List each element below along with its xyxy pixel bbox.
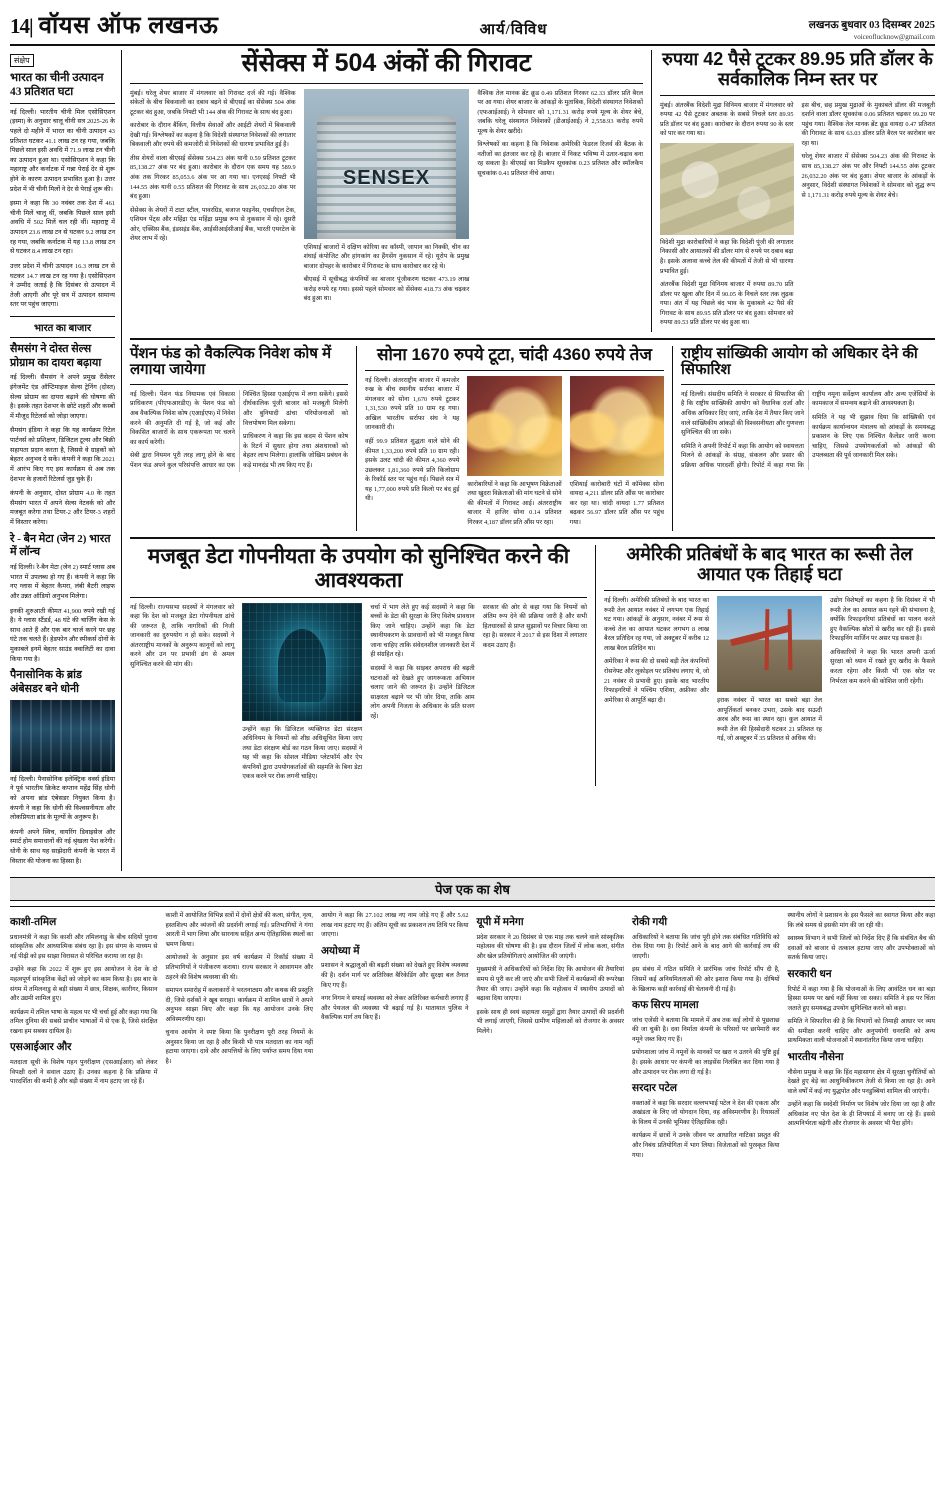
photo-sensex bbox=[304, 89, 470, 239]
jump-para: इस संबंध में गठित समिति ने प्रारंभिक जांच रिपोर्ट सौंप दी है, जिसमें कई अनियमितताओं की ओर इशारा किया गया है। दोषियों के खिलाफ कड़ी कार्रवाई की चेतावनी दी गई है। bbox=[632, 966, 780, 993]
rail-para: नई दिल्ली। रे-बैन मेटा (जेन 2) स्मार्ट ग्लास अब भारत में उपलब्ध हो गए हैं। कंपनी ने कहा कि नए ग्लास में बेहतर कैमरा, लंबी बैटरी लाइफ और उन्नत ऑडियो अनुभव मिलेगा। bbox=[10, 564, 115, 600]
rupee-para: घरेलू शेयर बाजार में सेंसेक्स 504.23 अंक की गिरावट के साथ 85,138.27 अंक पर और निफ्टी 144.55 अंक टूटकर 26,032.20 अंक पर बंद हुआ। शेयर बाजार के आंकड़ों के अनुसार, विदेशी संस्थागत निवेशकों ने सोमवार को शुद्ध रूप से 1,171.31 करोड़ रुपये मूल्य के शेयर बेचे। bbox=[801, 153, 935, 199]
jump-para: समापन समारोह में कलाकारों ने भरतनाट्यम और कथक की प्रस्तुति दी, जिसे दर्शकों ने खूब सराहा। कार्यक्रम में शामिल छात्रों ने अपने अनुभव साझा किए और कहा कि यह आयोजन उनके लिए अविस्मरणीय रहा। bbox=[165, 987, 313, 1023]
rail-kicker: संक्षेप bbox=[10, 54, 34, 67]
paper-name: वॉयस ऑफ लखनऊ bbox=[38, 12, 219, 39]
pension-para: सेबी द्वारा नियमन पूरी तरह लागू होने के बाद पेंशन फंड अपने कुल परिसंपत्ति आधार का एक निश्चित हिस्सा एआईएफ में लगा सकेंगे। इससे दीर्घकालिक पूंजी बाजार को मजबूती मिलेगी और बुनियादी ढांचा परियोजनाओं को वित्तपोषण मिल सकेगा। bbox=[130, 390, 348, 469]
jump-para: आयोजकों के अनुसार इस वर्ष कार्यक्रम में रिकॉर्ड संख्या में प्रतिभागियों ने पंजीकरण कराया। राज्य सरकार ने आवागमन और ठहरने की विशेष व्यवस्था की थी। bbox=[165, 954, 313, 981]
rail-para: इस्मा ने कहा कि 30 नवंबर तक देश में 461 चीनी मिलें चालू थीं, जबकि पिछले साल इसी अवधि में 502 मिलें चल रही थीं। महाराष्ट्र में उत्पादन 23.6 लाख टन से घटकर 9.2 लाख टन रह गया, जबकि कर्नाटक में यह 13.8 लाख टन से घटकर 8.4 लाख टन रहा। bbox=[10, 200, 115, 256]
gold-headline: सोना 1670 रुपये टूटा, चांदी 4360 रुपये तेज bbox=[377, 344, 652, 364]
main-content bbox=[122, 50, 935, 871]
rail-headline-4: रे - बैन मेटा (जेन 2) भारत में लॉन्च bbox=[10, 532, 111, 559]
statcomm-story bbox=[681, 346, 935, 532]
jump-para: मतदाता सूची के विशेष गहन पुनरीक्षण (एसआईआर) को लेकर विपक्षी दलों ने सवाल उठाए हैं। उनका कहना है कि प्रक्रिया में पारदर्शिता की कमी है और बड़ी संख्या में नाम हटाए जा रहे हैं। bbox=[10, 1058, 158, 1086]
jump-head: काशी-तमिल bbox=[10, 917, 57, 929]
jump-para: इसके साथ ही स्वयं सहायता समूहों द्वारा तैयार उत्पादों की प्रदर्शनी भी लगाई जाएगी, जिससे ग्रामीण महिलाओं को रोजगार के अवसर मिलेंगे। bbox=[476, 1008, 624, 1035]
section-title: आर्य/विविध bbox=[479, 22, 548, 38]
oil-para: नई दिल्ली। अमेरिकी प्रतिबंधों के बाद भारत का रूसी तेल आयात नवंबर में लगभग एक तिहाई घट गया। आंकड़ों के अनुसार, नवंबर में रूस से कच्चे तेल का आयात घटकर लगभग 8 लाख बैरल प्रतिदिन रह गया, जो अक्टूबर में करीब 12 लाख बैरल प्रतिदिन था। bbox=[604, 597, 709, 652]
rail-headline-2: भारत का बाजार bbox=[10, 316, 115, 338]
oil-para: अमेरिका ने रूस की दो सबसे बड़ी तेल कंपनियों रोसनेफ्ट और लुकोइल पर प्रतिबंध लगाए थे, जो 21 नवंबर से प्रभावी हुए। इसके बाद भारतीय रिफाइनरियों ने पश्चिम एशिया, अफ्रीका और अमेरिका से आपूर्ति बढ़ा दी। bbox=[604, 658, 709, 704]
jump-head: कफ सिरप मामला bbox=[632, 1000, 699, 1012]
jump-head: सरदार पटेल bbox=[632, 1083, 677, 1095]
jump-para: अधिकारियों ने बताया कि जांच पूरी होने तक संबंधित गतिविधि को रोक दिया गया है। रिपोर्ट आने के बाद आगे की कार्रवाई तय की जाएगी। bbox=[632, 933, 780, 960]
rupee-headline: रुपया 42 पैसे टूटकर 89.95 प्रति डॉलर के सर्वकालिक निम्न स्तर पर bbox=[662, 49, 933, 89]
jump-column bbox=[632, 911, 780, 1164]
lead-para: वैश्विक तेल मानक ब्रेंट क्रूड 0.49 प्रतिशत गिरकर 62.33 डॉलर प्रति बैरल पर आ गया। शेयर बाजार के आंकड़ों के मुताबिक, विदेशी संस्थागत निवेशकों (एफआईआई) ने सोमवार को 1,171.31 करोड़ रुपये मूल्य के शेयर बेचे, जबकि घरेलू संस्थागत निवेशकों (डीआईआई) ने 2,558.93 करोड़ रुपये मूल्य के शेयर खरीदे। bbox=[477, 89, 643, 135]
jump-para: प्रधानमंत्री ने कहा कि काशी और तमिलनाडु के बीच सदियों पुराना सांस्कृतिक और आध्यात्मिक संबंध रहा है। इस संगम के माध्यम से नई पीढ़ी को इस साझा विरासत से परिचित कराया जा रहा है। bbox=[10, 933, 158, 960]
pension-para: प्राधिकरण ने कहा कि इस कदम से पेंशन कोष के रिटर्न में सुधार होगा तथा अंशधारकों को बेहतर लाभ मिलेगा। हालांकि जोखिम प्रबंधन के कड़े मानदंड भी तय किए गए हैं। bbox=[243, 433, 348, 469]
jump-head: एसआईआर और bbox=[10, 1042, 72, 1054]
rupee-story bbox=[651, 50, 935, 332]
jump-para: उन्होंने कहा कि स्वदेशी निर्माण पर विशेष जोर दिया जा रहा है और अधिकांश नए पोत देश के ही शिपयार्ड में बनाए जा रहे हैं। इससे आत्मनिर्भरता बढ़ेगी और रोजगार के अवसर भी पैदा होंगे। bbox=[787, 1101, 935, 1128]
gold-para: कारोबारियों ने कहा कि आभूषण विक्रेताओं तथा खुदरा विक्रेताओं की मांग घटने से सोने की कीमतों में गिरावट आई। अंतरराष्ट्रीय बाजार में हाजिर सोना 0.14 प्रतिशत गिरकर 4,187 डॉलर प्रति औंस पर रहा। bbox=[467, 480, 562, 526]
pension-story bbox=[130, 346, 348, 532]
rail-para: नई दिल्ली। पैनासोनिक इलेक्ट्रिक वर्क्स इंडिया ने पूर्व भारतीय क्रिकेट कप्तान महेंद्र सिंह धोनी को अपना ब्रांड एंबेसडर नियुक्त किया है। कंपनी ने कहा कि धोनी की विश्वसनीयता और लोकप्रियता ब्रांड के मूल्यों के अनुरूप है। bbox=[10, 775, 115, 822]
photo-currency bbox=[660, 143, 794, 235]
jump-para: कार्यक्रम में तमिल भाषा के महत्व पर भी चर्चा हुई और कहा गया कि तमिल दुनिया की सबसे प्राचीन भाषाओं में से एक है, जिसे संरक्षित रखना हम सबका दायित्व है। bbox=[10, 1008, 158, 1035]
rupee-para: इस बीच, छह प्रमुख मुद्राओं के मुकाबले डॉलर की मजबूती दर्शाने वाला डॉलर सूचकांक 0.06 प्रतिशत चढ़कर 99.20 पर पहुंच गया। वैश्विक तेल मानक ब्रेंट क्रूड वायदा 0.47 प्रतिशत की गिरावट के साथ 63.03 डॉलर प्रति बैरल पर कारोबार कर रहा था। bbox=[801, 101, 935, 147]
pension-para: नई दिल्ली। पेंशन फंड नियामक एवं विकास प्राधिकरण (पीएफआरडीए) के पेंशन फंड को अब वैकल्पिक निवेश कोष (एआईएफ) में निवेश करने की अनुमति दी गई है, जो कई और विकसित बाजारों के साथ एकरूपता पर चलने का कार्य करेगी। bbox=[130, 390, 235, 446]
rail-headline-5: पैनासोनिक के ब्रांड अंबेसडर बने धोनी bbox=[10, 669, 82, 695]
photo-gold-ornaments bbox=[570, 376, 664, 476]
lead-story bbox=[130, 50, 643, 332]
photo-cybersecurity bbox=[242, 603, 362, 721]
jump-head: सरकारी धन bbox=[787, 968, 832, 980]
jump-column bbox=[321, 911, 469, 1164]
oil-para: इराक नवंबर में भारत का सबसे बड़ा तेल आपूर्तिकर्ता बनकर उभरा, उसके बाद सऊदी अरब और रूस का स्थान रहा। कुल आयात में रूसी तेल की हिस्सेदारी घटकर 21 प्रतिशत रह गई, जो अक्टूबर में 35 प्रतिशत से अधिक थी। bbox=[717, 697, 822, 743]
masthead-right bbox=[809, 20, 935, 41]
lead-para: मुंबई। घरेलू शेयर बाजार में मंगलवार को गिरावट दर्ज की गई। वैश्विक संकेतों के बीच बिकवाली का दबाव बढ़ने से बीएसई का सेंसेक्स 504 अंक टूटकर बंद हुआ, जबकि निफ्टी भी 144 अंक की गिरावट के साथ बंद हुआ। bbox=[130, 89, 296, 116]
masthead-left bbox=[10, 8, 218, 41]
rail-para: सैमसंग इंडिया ने कहा कि यह कार्यक्रम रिटेल पार्टनर्स को प्रशिक्षण, डिजिटल टूल्स और बिक्री सहायता प्रदान करता है, जिससे वे ग्राहकों को बेहतर अनुभव दे सकें। कंपनी ने कहा कि 2021 में आरंभ किए गए इस कार्यक्रम से अब तक देशभर के हजारों रिटेलर्स जुड़ चुके हैं। bbox=[10, 427, 115, 483]
jump-para: समिति ने सिफारिश की है कि विभागों को तिमाही आधार पर व्यय की समीक्षा करनी चाहिए और अनुपयोगी धनराशि को अन्य प्राथमिकता वाली योजनाओं में स्थानांतरित किया जाना चाहिए। bbox=[787, 1018, 935, 1045]
jump-para: मुख्यमंत्री ने अधिकारियों को निर्देश दिए कि आयोजन की तैयारियां समय से पूरी कर ली जाएं और सभी जिलों में कार्यक्रमों की रूपरेखा तैयार की जाए। उन्होंने कहा कि महोत्सव में स्थानीय उत्पादों को बढ़ावा दिया जाएगा। bbox=[476, 966, 624, 1003]
jump-head: यूपी में मनेगा bbox=[476, 917, 524, 929]
jump-para: स्वास्थ्य विभाग ने सभी जिलों को निर्देश दिए हैं कि संबंधित बैच की दवाओं को बाजार से तत्काल हटाया जाए और उपभोक्ताओं को सतर्क किया जाए। bbox=[787, 935, 935, 962]
rupee-para: विदेशी मुद्रा कारोबारियों ने कहा कि विदेशी पूंजी की लगातार निकासी और आयातकों की डॉलर मांग से रुपये पर दबाव बढ़ा है। इसके अलावा कच्चे तेल की कीमतों में तेजी से भी धारणा प्रभावित हुई। bbox=[660, 238, 794, 275]
jump-para: चुनाव आयोग ने स्पष्ट किया कि पुनरीक्षण पूरी तरह नियमों के अनुसार किया जा रहा है और किसी भी पात्र मतदाता का नाम नहीं हटाया जाएगा। दावे और आपत्तियों के लिए पर्याप्त समय दिया गया है। bbox=[165, 1029, 313, 1066]
jump-para: नगर निगम ने सफाई व्यवस्था को लेकर अतिरिक्त कर्मचारी लगाए हैं और पेयजल की व्यवस्था भी बढ़ाई गई है। यातायात पुलिस ने वैकल्पिक मार्ग तय किए हैं। bbox=[321, 995, 469, 1022]
rupee-para: अंतरबैंक विदेशी मुद्रा विनिमय बाजार में रुपया 89.70 प्रति डॉलर पर खुला और दिन में 90.05 के निचले स्तर तक लुढ़क गया। अंत में यह पिछले बंद भाव के मुकाबले 42 पैसे की गिरावट के साथ 89.95 प्रति डॉलर पर बंद हुआ। सोमवार को रुपया 89.53 प्रति डॉलर पर बंद हुआ था। bbox=[660, 281, 794, 327]
jump-para: रिपोर्ट में कहा गया है कि योजनाओं के लिए आवंटित धन का बड़ा हिस्सा समय पर खर्च नहीं किया जा सका। समिति ने इस पर चिंता जताते हुए समयबद्ध उपयोग सुनिश्चित करने को कहा। bbox=[787, 985, 935, 1012]
rupee-para: मुंबई। अंतरबैंक विदेशी मुद्रा विनिमय बाजार में मंगलवार को रुपया 42 पैसे टूटकर अबतक के सबसे निचले स्तर 89.95 प्रति डॉलर पर बंद हुआ। कारोबार के दौरान रुपया 90 के स्तर को पार कर गया था। bbox=[660, 101, 794, 138]
oil-para: उद्योग विशेषज्ञों का कहना है कि दिसंबर में भी रूसी तेल का आयात कम रहने की संभावना है, क्योंकि रिफाइनरियां प्रतिबंधों का पालन करते हुए वैकल्पिक स्रोतों से खरीद कर रही हैं। इससे रिफाइनिंग मार्जिन पर असर पड़ सकता है। bbox=[830, 597, 935, 643]
jump-para: प्रयोगशाला जांच में नमूनों के मानकों पर खरा न उतरने की पुष्टि हुई है। इसके आधार पर कंपनी का लाइसेंस निलंबित कर दिया गया है और उत्पादन पर रोक लगा दी गई है। bbox=[632, 1049, 780, 1076]
lead-para: एशियाई बाजारों में दक्षिण कोरिया का कॉस्पी, जापान का निक्की, चीन का शंघाई कंपोजिट और हांगकांग का हैंगसेंग नुकसान में रहे। यूरोप के प्रमुख बाजार दोपहर के कारोबार में गिरावट के साथ कारोबार कर रहे थे। bbox=[303, 243, 470, 270]
rail-para: कंपनी अपने स्विच, वायरिंग डिवाइसेज और स्मार्ट होम समाधानों की नई श्रृंखला पेश करेगी। धोनी के साथ यह साझेदारी कंपनी के भारत में विस्तार की योजना का हिस्सा है। bbox=[10, 828, 115, 865]
statcomm-para: समिति ने अपनी रिपोर्ट में कहा कि आयोग को स्वायत्तता मिलने से आंकड़ों के संग्रह, संकलन और प्रसार की प्रक्रिया अधिक पारदर्शी होगी। रिपोर्ट में कहा गया कि राष्ट्रीय नमूना सर्वेक्षण कार्यालय और अन्य एजेंसियों के कामकाज में समन्वय बढ़ाने की आवश्यकता है। bbox=[681, 390, 935, 469]
jump-column bbox=[10, 911, 158, 1164]
lead-para: कारोबार के दौरान बैंकिंग, वित्तीय सेवाओं और आईटी शेयरों में बिकवाली देखी गई। विश्लेषकों का कहना है कि विदेशी संस्थागत निवेशकों की लगातार बिकवाली और रुपये की कमजोरी से निवेशकों की धारणा प्रभावित हुई है। bbox=[130, 122, 296, 149]
photo-panasonic bbox=[10, 700, 115, 772]
statcomm-para: समिति ने यह भी सुझाव दिया कि सांख्यिकी एवं कार्यक्रम कार्यान्वयन मंत्रालय को आंकड़ों के समयबद्ध प्रकाशन के लिए एक निश्चित कैलेंडर जारी करना चाहिए, जिससे उपयोगकर्ताओं को आंकड़ों की उपलब्धता की पूर्व जानकारी मिल सके। bbox=[812, 414, 935, 460]
jump-head: भारतीय नौसेना bbox=[787, 1051, 844, 1063]
sensex-photo-label: SENSEX bbox=[342, 166, 431, 189]
email-address: voiceoflucknow@gmail.com bbox=[853, 32, 935, 41]
jump-para: जांच एजेंसी ने बताया कि मामले में अब तक कई लोगों से पूछताछ की जा चुकी है। दवा निर्माता कंपनी के परिसरों पर छापेमारी कर नमूने जब्त किए गए हैं। bbox=[632, 1016, 780, 1043]
gold-para: एशियाई कारोबारी घंटों में कॉमेक्स सोना वायदा 4,211 डॉलर प्रति औंस पर कारोबार कर रहा था। चांदी वायदा 1.77 प्रतिशत बढ़कर 56.97 डॉलर प्रति औंस पर पहुंच गया। bbox=[569, 480, 664, 526]
privacy-para: सदस्यों ने कहा कि साइबर अपराध की बढ़ती घटनाओं को देखते हुए जागरूकता अभियान चलाए जाने की जरूरत है। उन्होंने डिजिटल साक्षरता बढ़ाने पर भी जोर दिया, ताकि आम लोग अपनी निजता के अधिकार के प्रति सजग रहें। bbox=[370, 664, 475, 720]
jump-para: कार्यक्रम में छात्रों ने उनके जीवन पर आधारित नाटिका प्रस्तुत की और निबंध प्रतियोगिता में भाग लिया। विजेताओं को पुरस्कृत किया गया। bbox=[632, 1132, 780, 1159]
statcomm-headline: राष्ट्रीय सांख्यिकी आयोग को अधिकार देने की सिफारिश bbox=[681, 344, 918, 379]
lead-para: विश्लेषकों का कहना है कि निवेशक अमेरिकी फेडरल रिजर्व की बैठक के नतीजों का इंतजार कर रहे हैं। बाजार में निकट भविष्य में उतार-चढ़ाव बना रह सकता है। बीएसई का मिडकैप सूचकांक 0.23 प्रतिशत और स्मॉलकैप सूचकांक 0.41 प्रतिशत नीचे आया। bbox=[477, 141, 643, 177]
jump-para: प्रशासन ने श्रद्धालुओं की बढ़ती संख्या को देखते हुए विशेष व्यवस्था की है। दर्शन मार्ग पर अतिरिक्त बैरिकेडिंग और सुरक्षा बल तैनात किए गए हैं। bbox=[321, 962, 469, 989]
rail-para: नई दिल्ली। भारतीय चीनी मिल एसोसिएशन (इस्मा) के अनुसार चालू चीनी सत्र 2025-26 के पहले दो महीने में भारत का चीनी उत्पादन 43 प्रतिशत घटकर 41.1 लाख टन रह गया, जबकि पिछले साल इसी अवधि में 71.9 लाख टन चीनी का उत्पादन हुआ था। एसोसिएशन ने कहा कि महाराष्ट्र और कर्नाटक में गन्ना पेराई देर से शुरू होने के कारण उत्पादन प्रभावित हुआ है। उत्तर प्रदेश में भी चीनी मिलों ने देर से पेराई शुरू की। bbox=[10, 108, 115, 193]
photo-oil-rig bbox=[717, 596, 822, 692]
rail-headline-1: भारत का चीनी उत्पादन 43 प्रतिशत घटा bbox=[10, 71, 115, 104]
gold-para: नई दिल्ली। अंतरराष्ट्रीय बाजार में कमजोर रुख के बीच स्थानीय सर्राफा बाजार में मंगलवार को सोना 1,670 रुपये टूटकर 1,31,530 रुपये प्रति 10 ग्राम रह गया। अखिल भारतीय सर्राफा संघ ने यह जानकारी दी। bbox=[365, 376, 460, 432]
privacy-para: नई दिल्ली। राज्यसभा सदस्यों ने मंगलवार को कहा कि देश को मजबूत डेटा गोपनीयता ढांचे की जरूरत है, ताकि नागरिकों की निजी जानकारी का दुरुपयोग न हो सके। सदस्यों ने अंतरराष्ट्रीय मानकों के अनुरूप कानूनों को लागू करने और उन पर प्रभावी ढंग से अमल सुनिश्चित करने की मांग की। bbox=[130, 603, 235, 668]
jump-column bbox=[166, 911, 314, 1164]
oil-story bbox=[595, 545, 935, 786]
jump-head: अयोध्या में bbox=[321, 945, 360, 957]
gold-story bbox=[356, 346, 673, 532]
jump-column bbox=[788, 911, 936, 1164]
date-line: लखनऊ बुधवार 03 दिसम्बर 2025 bbox=[808, 20, 935, 32]
rail-para: इनकी शुरुआती कीमत 41,900 रुपये रखी गई है। ये ग्लास स्टैंडर्ड, 48 घंटे की चार्जिंग केस के साथ आते हैं और एक बार चार्ज करने पर छह घंटे तक चलते हैं। हेडफोन और स्पीकर्स दोनों के मुकाबले इनमें बेहतर साउंड क्वालिटी का दावा किया गया है। bbox=[10, 607, 115, 663]
lead-headline: सेंसेक्स में 504 अंकों की गिरावट bbox=[241, 49, 532, 77]
statcomm-para: नई दिल्ली। संसदीय समिति ने सरकार से सिफारिश की है कि राष्ट्रीय सांख्यिकी आयोग को वैधानिक दर्जा और अधिक अधिकार दिए जाएं, ताकि देश में तैयार किए जाने वाले सांख्यिकीय आंकड़ों की विश्वसनीयता और गुणवत्ता सुनिश्चित की जा सके। bbox=[681, 390, 804, 437]
gold-para: वहीं 99.9 प्रतिशत शुद्धता वाले सोने की कीमत 1,33,200 रुपये प्रति 10 ग्राम रही। इसके उलट चांदी की कीमत 4,360 रुपये उछलकर 1,81,360 रुपये प्रति किलोग्राम के रिकॉर्ड स्तर पर पहुंच गई। पिछले सत्र में यह 1,77,000 रुपये प्रति किलो पर बंद हुई थी। bbox=[365, 437, 460, 503]
jump-columns bbox=[10, 906, 935, 1164]
page-number: 14| bbox=[10, 14, 33, 38]
jump-para: नौसेना प्रमुख ने कहा कि हिंद महासागर क्षेत्र में सुरक्षा चुनौतियों को देखते हुए बेड़े का आधुनिकीकरण तेजी से किया जा रहा है। आने वाले वर्षों में कई नए युद्धपोत और पनडुब्बियां शामिल की जाएंगी। bbox=[787, 1068, 935, 1095]
left-rail bbox=[10, 50, 122, 871]
photo-jewellery bbox=[467, 376, 561, 476]
oil-headline: अमेरिकी प्रतिबंधों के बाद भारत का रूसी तेल आयात एक तिहाई घटा bbox=[626, 544, 913, 585]
jump-para: स्थानीय लोगों ने प्रशासन के इस फैसले का स्वागत किया और कहा कि लंबे समय से इसकी मांग की जा रही थी। bbox=[787, 912, 935, 929]
privacy-story bbox=[130, 545, 587, 786]
lead-para: बीएसई में सूचीबद्ध कंपनियों का बाजार पूंजीकरण घटकर 473.19 लाख करोड़ रुपये रह गया। इससे पहले सोमवार को सेंसेक्स 418.73 अंक चढ़कर बंद हुआ था। bbox=[303, 276, 470, 303]
oil-para: अधिकारियों ने कहा कि भारत अपनी ऊर्जा सुरक्षा को ध्यान में रखते हुए खरीद के फैसले करता रहेगा और किसी भी एक स्रोत पर निर्भरता कम करने की कोशिश जारी रहेगी। bbox=[830, 648, 935, 685]
privacy-headline: मजबूत डेटा गोपनीयता के उपयोग को सुनिश्चित करने की आवश्यकता bbox=[147, 545, 570, 592]
jump-head: रोकी गयी bbox=[632, 917, 668, 929]
rail-headline-3: सैमसंग ने दोस्त सेल्स प्रोग्राम का दायरा बढ़ाया bbox=[10, 342, 102, 369]
privacy-para: चर्चा में भाग लेते हुए कई सदस्यों ने कहा कि बच्चों के डेटा की सुरक्षा के लिए विशेष प्रावधान किए जाने चाहिए। उन्होंने कहा कि डेटा स्थानीयकरण के प्रावधानों को भी मजबूत किया जाना चाहिए ताकि संवेदनशील जानकारी देश में ही संग्रहित रहे। bbox=[370, 603, 475, 659]
jump-para: काशी में आयोजित विभिन्न सत्रों में दोनों क्षेत्रों की कला, संगीत, नृत्य, हस्तशिल्प और व्यंजनों की प्रदर्शनी लगाई गई। प्रतिभागियों ने गंगा आरती में भाग लिया और सारनाथ सहित अन्य ऐतिहासिक स्थलों का भ्रमण किया। bbox=[165, 912, 313, 948]
pension-headline: पेंशन फंड को वैकल्पिक निवेश कोष में लगाया जायेगा bbox=[130, 344, 332, 379]
jump-para: आयोग ने कहा कि 27.102 लाख नए नाम जोड़े गए हैं और 5.62 लाख नाम हटाए गए हैं। अंतिम सूची का प्रकाशन तय तिथि पर किया जाएगा। bbox=[321, 912, 469, 939]
jump-para: प्रदेश सरकार ने 20 दिसंबर से एक माह तक चलने वाले सांस्कृतिक महोत्सव की घोषणा की है। इस दौरान जिलों में लोक कला, संगीत और खेल प्रतियोगिताएं आयोजित की जाएंगी। bbox=[476, 933, 624, 960]
rail-para: उत्तर प्रदेश में चीनी उत्पादन 16.3 लाख टन से घटकर 14.7 लाख टन रह गया है। एसोसिएशन ने उम्मीद जताई है कि दिसंबर से उत्पादन में तेजी आएगी और पूरे सत्र में उत्पादन सामान्य स्तर पर पहुंच जाएगा। bbox=[10, 262, 115, 309]
rail-para: कंपनी के अनुसार, दोस्त प्रोग्राम 4.0 के तहत सैमसंग भारत में अपने सेल्स नेटवर्क को और मजबूत करेगा तथा टियर-2 और टियर-3 शहरों में विस्तार करेगा। bbox=[10, 490, 115, 526]
rail-para: नई दिल्ली। सैमसंग ने अपने प्रमुख रीसेलर इंगेजमेंट एंड ऑप्टिमाइज सेल्स ट्रेनिंग (दोस्त) सेल्स प्रोग्राम का दायरा बढ़ाने की घोषणा की है। इसके तहत देशभर के छोटे शहरों और कस्बों में मौजूद रिटेलर्स को जोड़ा जाएगा। bbox=[10, 374, 115, 420]
privacy-para: सरकार की ओर से कहा गया कि नियमों को अंतिम रूप देने की प्रक्रिया जारी है और सभी हितधारकों से प्राप्त सुझावों पर विचार किया जा रहा है। सरकार ने 2017 से इस दिशा में लगातार कदम उठाए हैं। bbox=[482, 603, 587, 649]
masthead bbox=[10, 8, 935, 46]
lead-para: तीस शेयरों वाला बीएसई सेंसेक्स 504.23 अंक यानी 0.59 प्रतिशत टूटकर 85,138.27 अंक पर बंद हुआ। कारोबार के दौरान एक समय यह 589.9 अंक तक गिरकर 85,053.6 अंक पर आ गया था। एनएसई निफ्टी भी 144.55 अंक यानी 0.55 प्रतिशत की गिरावट के साथ 26,032.20 अंक पर बंद हुआ। bbox=[130, 154, 296, 201]
jump-para: वक्ताओं ने कहा कि सरदार वल्लभभाई पटेल ने देश की एकता और अखंडता के लिए जो योगदान दिया, वह अविस्मरणीय है। रियासतों के विलय में उनकी भूमिका ऐतिहासिक रही। bbox=[632, 1099, 780, 1126]
privacy-para: उन्होंने कहा कि डिजिटल व्यक्तिगत डेटा संरक्षण अधिनियम के नियमों को शीघ्र अधिसूचित किया जाए तथा डेटा संरक्षण बोर्ड का गठन किया जाए। सदस्यों ने यह भी कहा कि सोशल मीडिया प्लेटफॉर्म और ऐप कंपनियों द्वारा उपयोगकर्ताओं की सहमति के बिना डेटा एकत्र करने पर रोक लगनी चाहिए। bbox=[242, 725, 363, 781]
lead-para: सेंसेक्स के शेयरों में टाटा स्टील, पावरग्रिड, बजाज फाइनेंस, एचसीएल टेक, एशियन पेंट्स और महिंद्रा एंड महिंद्रा प्रमुख रूप से नुकसान में रहे। दूसरी ओर, एक्सिस बैंक, इंडसइंड बैंक, आईसीआईसीआई बैंक, भारती एयरटेल के शेयर लाभ में रहे। bbox=[130, 206, 296, 243]
jump-section-header: पेज एक का शेष bbox=[10, 877, 935, 901]
jump-para: उन्होंने कहा कि 2022 में शुरू हुए इस आयोजन ने देश के दो महत्वपूर्ण सांस्कृतिक केंद्रों को जोड़ने का काम किया है। इस बार के संगम में तमिलनाडु से बड़ी संख्या में छात्र, शिक्षक, कारीगर, किसान और उद्यमी शामिल हुए। bbox=[10, 966, 158, 1003]
jump-column bbox=[477, 911, 625, 1164]
